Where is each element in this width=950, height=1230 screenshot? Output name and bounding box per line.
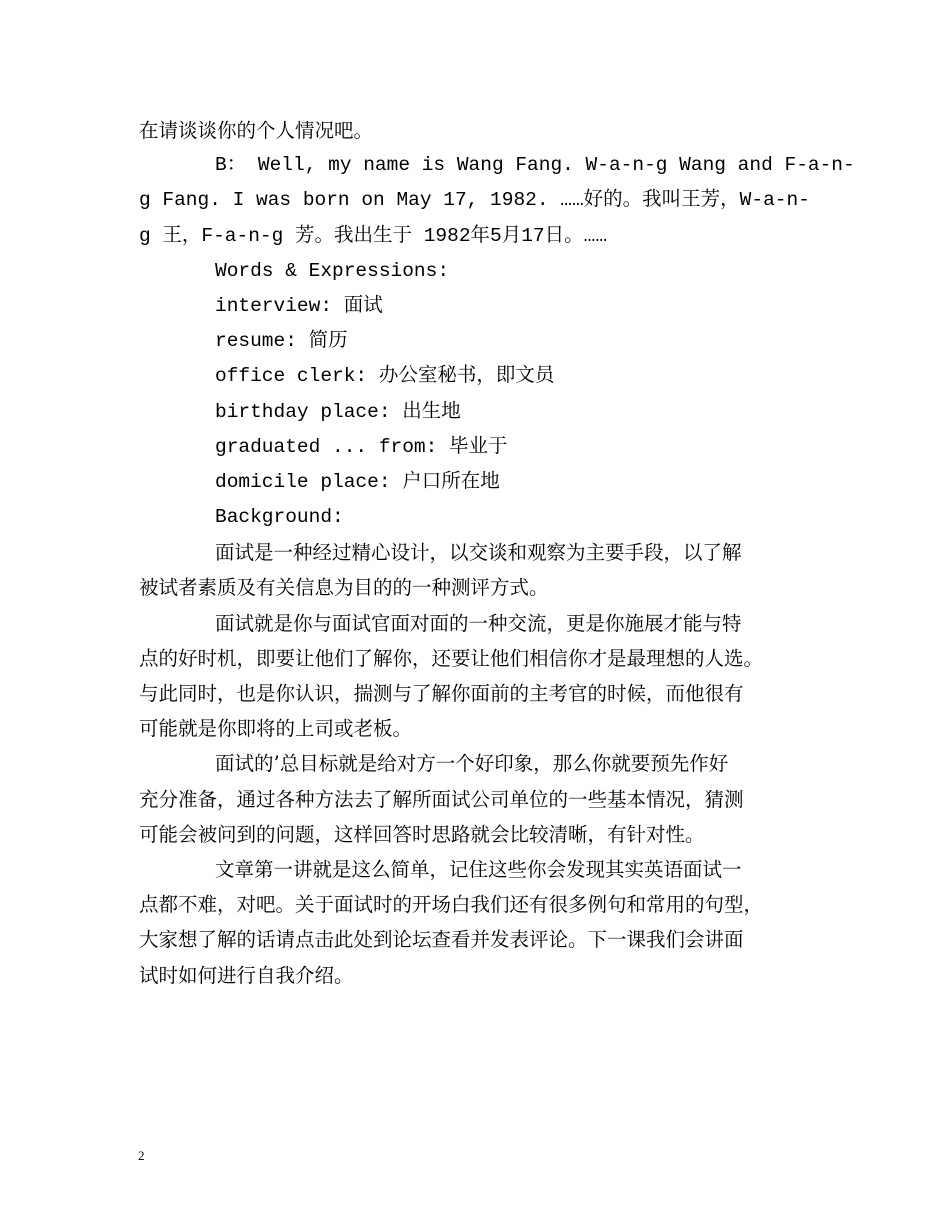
text-line: resume: 简历 — [215, 330, 348, 353]
text-line: 面试就是你与面试官面对面的一种交流，更是你施展才能与特 — [215, 611, 742, 635]
text-line: 大家想了解的话请点击此处到论坛查看并发表评论。下一课我们会讲面 — [139, 928, 744, 952]
text-line: 试时如何进行自我介绍。 — [139, 963, 354, 987]
text-line: Background: — [215, 506, 344, 529]
text-line: 点的好时机，即要让他们了解你，还要让他们相信你才是最理想的人选。 — [139, 646, 764, 670]
text-line: 点都不难，对吧。关于面试时的开场白我们还有很多例句和常用的句型， — [139, 893, 764, 917]
text-line: birthday place: 出生地 — [215, 400, 461, 423]
text-line: 文章第一讲就是这么简单，记住这些你会发现其实英语面试一 — [215, 857, 742, 881]
text-line: 面试的’总目标就是给对方一个好印象，那么你就要预先作好 — [215, 752, 729, 776]
text-line: g Fang. I was born on May 17, 1982. ……好的。我叫王芳，W-a-n- — [139, 189, 810, 212]
text-line: B： Well, my name is Wang Fang. W-a-n-g Wang and F-a-n- — [215, 154, 855, 177]
text-line: 与此同时，也是你认识，揣测与了解你面前的主考官的时候，而他很有 — [139, 682, 744, 705]
text-line: 面试是一种经过精心设计，以交谈和观察为主要手段，以了解 — [215, 541, 742, 565]
text-line: Words & Expressions: — [215, 259, 450, 282]
text-line: g 王，F-a-n-g 芳。我出生于 1982年5月17日。…… — [139, 224, 608, 247]
text-line: 可能就是你即将的上司或老板。 — [139, 717, 413, 741]
text-line: domicile place: 户口所在地 — [215, 470, 500, 493]
page-number: 2 — [138, 1148, 145, 1163]
text-line: 可能会被问到的问题，这样回答时思路就会比较清晰，有针对性。 — [139, 822, 705, 846]
document-body — [139, 113, 855, 993]
text-line: 被试者素质及有关信息为目的的一种测评方式。 — [139, 576, 549, 600]
text-line: interview: 面试 — [215, 294, 383, 317]
text-line: 在请谈谈你的个人情况吧。 — [139, 119, 374, 142]
text-line: graduated ... from: 毕业于 — [215, 435, 508, 458]
text-line: 充分准备，通过各种方法去了解所面试公司单位的一些基本情况，猜测 — [139, 787, 744, 811]
text-line: office clerk: 办公室秘书，即文员 — [215, 365, 555, 388]
